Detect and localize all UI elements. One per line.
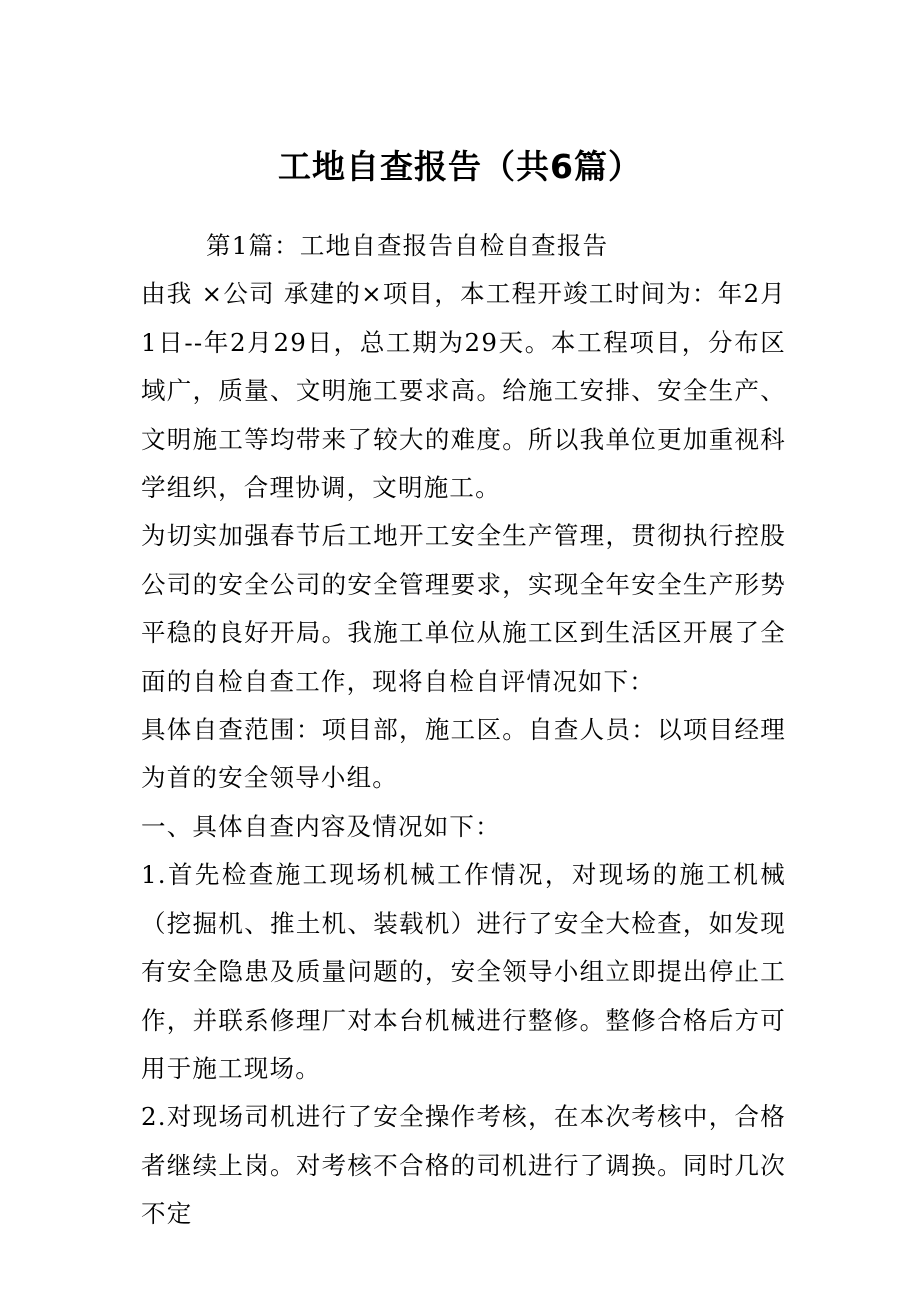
document-title: 工地自查报告（共6篇）: [278, 147, 642, 186]
paragraph-machinery-inspection: 1.首先检查施工现场机械工作情况，对现场的施工机械（挖掘机、推土机、装载机）进行了安全大检查，如发现有安全隐患及质量问题的，安全领导小组立即提出停止工作，并联系修理厂对本台机械进行整修。整修合格后方可用于施工现场。: [141, 860, 786, 1083]
section-heading: 第1篇：工地自查报告自检自查报告: [206, 231, 609, 260]
document-body: [141, 222, 786, 1239]
paragraph-inspection-scope: 具体自查范围：项目部，施工区。自查人员：以项目经理为首的安全领导小组。: [141, 715, 786, 793]
paragraph-safety-management: 为切实加强春节后工地开工安全生产管理，贯彻执行控股公司的安全公司的安全管理要求，实现全年安全生产形势平稳的良好开局。我施工单位从施工区到生活区开展了全面的自检自查工作，现将自检自评情况如下：: [141, 521, 786, 696]
paragraph-driver-assessment: 2.对现场司机进行了安全操作考核，在本次考核中，合格者继续上岗。对考核不合格的司机进行了调换。同时几次不定: [141, 1102, 786, 1229]
paragraph-inspection-heading: 一、具体自查内容及情况如下：: [141, 811, 501, 841]
paragraph-project-overview: 由我 ×公司 承建的×项目，本工程开竣工时间为：年2月1日--年2月29日，总工期为29天。本工程项目，分布区域广，质量、文明施工要求高。给施工安排、安全生产、文明施工等均带来了较大的难度。所以我单位更加重视科学组织，合理协调，文明施工。: [141, 279, 786, 503]
